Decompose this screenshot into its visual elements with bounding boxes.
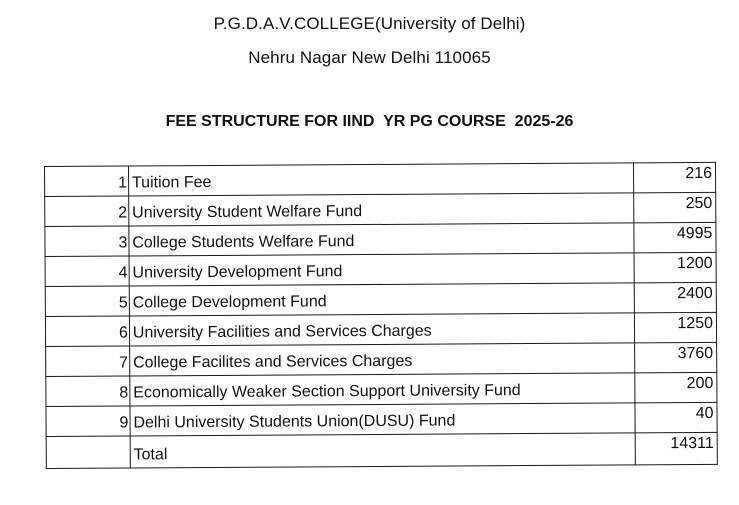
fee-row-number-text: 5 [118, 294, 128, 312]
fee-item-name-text: College Development Fund [132, 293, 327, 312]
fee-table-body [45, 162, 718, 468]
fee-item-name-text: College Students Welfare Fund [132, 233, 355, 252]
fee-item-name [129, 343, 634, 376]
fee-item-name [130, 403, 635, 436]
total-label [130, 433, 635, 468]
fee-item-name-text: Delhi University Students Union(DUSU) Fund [133, 412, 456, 432]
fee-amount: 3760 [635, 342, 717, 373]
fee-row-number [46, 346, 130, 377]
college-address: Nehru Nagar New Delhi 110065 [248, 48, 491, 67]
fee-row [45, 192, 716, 226]
fee-amount: 200 [635, 372, 717, 403]
fee-item-name [129, 313, 634, 346]
fee-row [46, 342, 717, 376]
fee-row-number [45, 256, 129, 287]
fee-row-number [46, 406, 130, 437]
fee-item-name [128, 163, 633, 196]
fee-item-name [129, 283, 634, 316]
total-row [46, 432, 717, 468]
fee-row [46, 402, 717, 436]
fee-item-name [129, 223, 634, 256]
fee-row-number [46, 376, 130, 407]
fee-item-name-text: College Facilites and Services Charges [133, 352, 413, 372]
fee-amount: 4995 [634, 222, 716, 253]
total-row-number [46, 436, 130, 469]
fee-amount: 216 [634, 162, 716, 193]
fee-amount: 1250 [634, 312, 716, 343]
fee-row-number-text: 4 [118, 264, 128, 282]
fee-row-number [45, 316, 129, 347]
fee-amount: 1200 [634, 252, 716, 283]
fee-row [45, 162, 716, 196]
fee-row-number-text: 2 [118, 204, 128, 222]
fee-row-number-text: 8 [119, 384, 129, 402]
fee-row [45, 252, 716, 286]
fee-item-name-text: Tuition Fee [131, 173, 212, 192]
document-title: FEE STRUCTURE FOR IIND YR PG COURSE 2025-26 [165, 113, 574, 130]
fee-item-name-text: Economically Weaker Section Support University Fund [133, 382, 521, 402]
fee-item-name-text: University Student Welfare Fund [132, 203, 363, 222]
fee-row-number [45, 226, 129, 257]
fee-row-number [45, 166, 129, 197]
fee-amount: 40 [635, 402, 717, 433]
fee-amount: 2400 [634, 282, 716, 313]
college-name: P.G.D.A.V.COLLEGE(University of Delhi) [213, 14, 526, 33]
total-amount: 14311 [635, 432, 717, 465]
fee-item-name-text: University Development Fund [132, 263, 343, 282]
fee-row-number-text: 3 [118, 234, 128, 252]
total-label-text: Total [133, 446, 168, 464]
fee-row [45, 282, 716, 316]
fee-row-number-text: 1 [118, 174, 128, 192]
fee-row [45, 222, 716, 256]
fee-item-name [130, 373, 635, 406]
fee-row-number [45, 196, 129, 227]
fee-structure-table [44, 162, 718, 469]
fee-row [46, 372, 717, 406]
fee-row-number-text: 7 [119, 354, 129, 372]
fee-row-number-text: 6 [118, 324, 128, 342]
fee-row-number [45, 286, 129, 317]
fee-item-name-text: University Facilities and Services Charges [132, 322, 432, 342]
fee-row-number-text: 9 [119, 414, 129, 432]
fee-amount: 250 [634, 192, 716, 223]
fee-item-name [129, 193, 634, 226]
fee-row [45, 312, 716, 346]
fee-item-name [129, 253, 634, 286]
